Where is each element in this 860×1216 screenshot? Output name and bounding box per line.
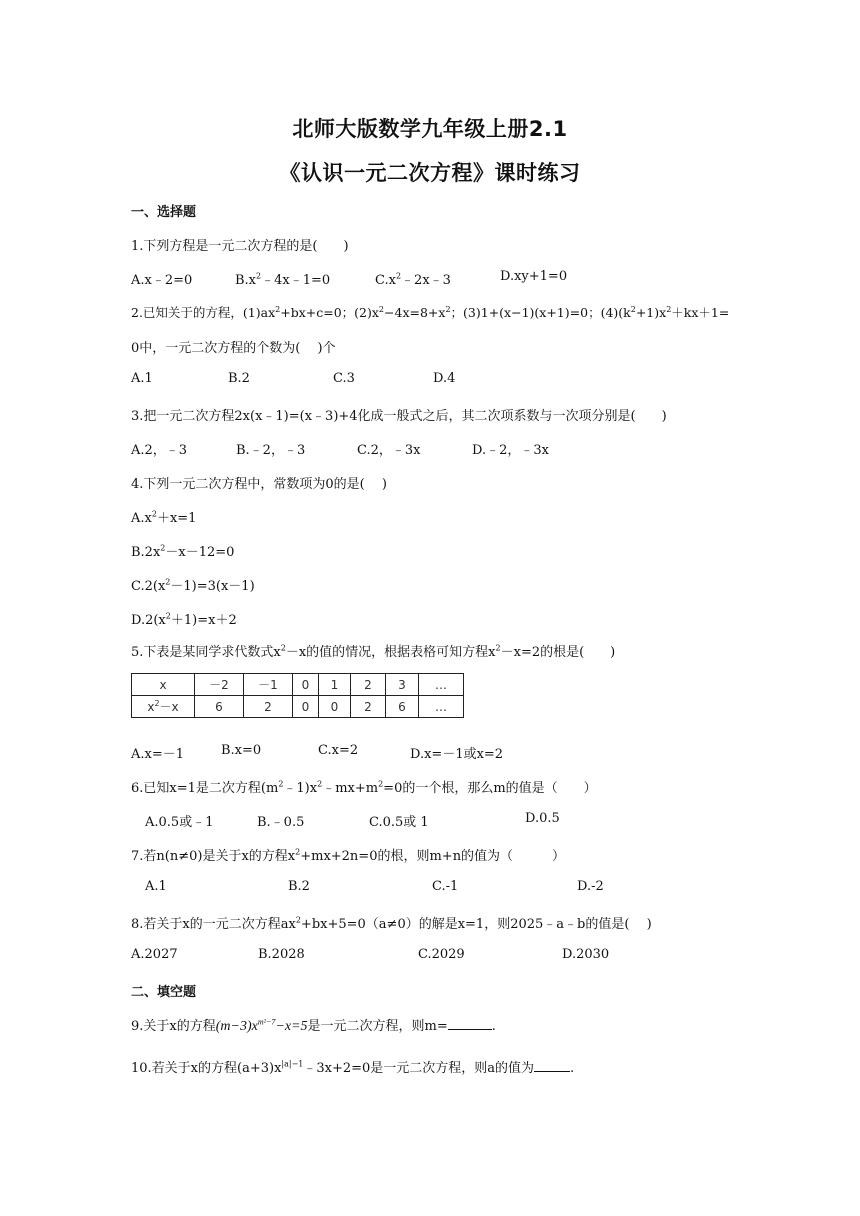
q1-option-a: A.x﹣2=0: [131, 273, 193, 288]
q6-stem: 6.已知x=1是二次方程$(m^2﹣1)x^2﹣mx+m^2=0$的一个根，那么m的值是（ ）: [131, 779, 597, 796]
table-cell: 6: [386, 696, 419, 718]
q7-stem: 7.若n(n≠0)是关于x的方程$x^2+mx+2n=0$的根，则m+n的值为（ ）: [131, 847, 566, 864]
q2-stem-line-1: 2.已知关于的方程，$(1)ax^2+bx+c=0$；$(2)x^2-4x=8+x^2$；(3)1+(x−1)(x+1)=0；$(4)(k^2+1)x^2+kx+1=$: [131, 304, 730, 320]
title-line-2: 《认识一元二次方程》课时练习: [279, 161, 581, 185]
q5-option-b: B.x=0: [221, 743, 262, 758]
q2-option-c: C.3: [333, 371, 355, 386]
q3-option-d: D.﹣2，﹣3x: [472, 443, 549, 458]
q4-stem: 4.下列一元二次方程中，常数项为0的是( ): [131, 477, 387, 492]
table-cell: 2: [351, 696, 386, 718]
section-choice-heading: 一、选择题: [131, 205, 197, 220]
q1-stem: 1.下列方程是一元二次方程的是( ): [131, 239, 349, 254]
q6-option-c: C.0.5或 1: [369, 815, 429, 830]
q8-stem: 8.若关于x的一元二次方程$ax^2+bx+5=0(a\ne 0)$的解是x=1，则2025﹣a﹣b的值是( ): [131, 915, 652, 932]
q3-option-c: C.2，﹣3x: [357, 443, 421, 458]
table-cell: 3: [386, 674, 419, 696]
q5-option-a: A.x=－1: [131, 747, 185, 762]
q4-option-b: $B.2x^2-x-12=0$: [131, 543, 235, 560]
table-cell: 0: [293, 696, 319, 718]
q10-answer-blank[interactable]: [534, 1059, 570, 1072]
q1-option-d: D.xy+1=0: [500, 269, 568, 284]
q4-option-c: $C.2(x^2-1)=3(x-1)$: [131, 577, 255, 594]
q9-stem: 9.关于x的方程$(m-3)x^{m^2-7}-x=5$是一元二次方程，则m= .: [131, 1017, 496, 1034]
q6-option-d: D.0.5: [525, 811, 560, 826]
title-line-1: 北师大版数学九年级上册2.1: [292, 117, 568, 141]
q8-option-a: A.2027: [131, 947, 178, 962]
q10-stem: 10.若关于x的方程$(a+3)x^{|a|-1}﹣3x+2=0$是一元二次方程，则a的值为 .: [131, 1059, 575, 1076]
table-row: [132, 696, 464, 718]
table-cell: －2: [195, 674, 244, 696]
section-fill-heading: 二、填空题: [131, 985, 197, 1000]
q3-stem: 3.把一元二次方程2x(x﹣1)=(x﹣3)+4化成一般式之后，其二次项系数与一次项分别是( ): [131, 409, 667, 424]
q6-option-a: A.0.5或﹣1: [145, 815, 214, 830]
q3-option-b: B.﹣2，﹣3: [236, 443, 306, 458]
q4-option-d: $D.2(x^2+1)=x+2$: [131, 611, 237, 628]
table-cell: 0: [319, 696, 351, 718]
table-cell: －1: [244, 674, 293, 696]
q7-option-d: D.-2: [577, 879, 604, 894]
q8-option-c: C.2029: [418, 947, 465, 962]
table-cell: 6: [195, 696, 244, 718]
q1-option-c: $C.x^2﹣2x﹣3$: [375, 271, 451, 288]
q5-option-d: D.x=－1或x=2: [410, 747, 504, 762]
table-row: [132, 674, 464, 696]
table-cell: 0: [293, 674, 319, 696]
q9-answer-blank[interactable]: [448, 1017, 492, 1030]
q8-option-d: D.2030: [562, 947, 610, 962]
table-cell: 2: [244, 696, 293, 718]
q9-equation: $(m-3)x^{m^2-7}-x=5$: [215, 1017, 308, 1034]
q2-option-a: A.1: [131, 371, 153, 386]
q1-option-b: $B.x^2﹣4x﹣1=0$: [235, 271, 331, 288]
q7-option-c: C.-1: [432, 879, 459, 894]
q2-stem-line-2: 0中，一元二次方程的个数为( )个: [131, 341, 336, 356]
table-cell: …: [419, 696, 464, 718]
q6-option-b: B.﹣0.5: [257, 815, 305, 830]
q7-option-a: A.1: [145, 879, 167, 894]
q3-option-a: A.2，﹣3: [131, 443, 188, 458]
q2-option-d: D.4: [433, 371, 456, 386]
q5-stem: 5.下表是某同学求代数式$x^2-x$的值的情况，根据表格可知方程$x^2-x=2$的根是( ): [131, 643, 616, 660]
q5-option-c: C.x=2: [318, 743, 359, 758]
value-table: [131, 673, 464, 718]
q2-option-b: B.2: [228, 371, 250, 386]
q8-option-b: B.2028: [258, 947, 305, 962]
table-cell: $x^2-x$: [132, 696, 195, 718]
table-cell: 1: [319, 674, 351, 696]
table-cell: x: [132, 674, 195, 696]
table-cell: …: [419, 674, 464, 696]
q7-option-b: B.2: [288, 879, 310, 894]
q4-option-a: $A.x^2+x=1$: [131, 509, 197, 526]
table-cell: 2: [351, 674, 386, 696]
